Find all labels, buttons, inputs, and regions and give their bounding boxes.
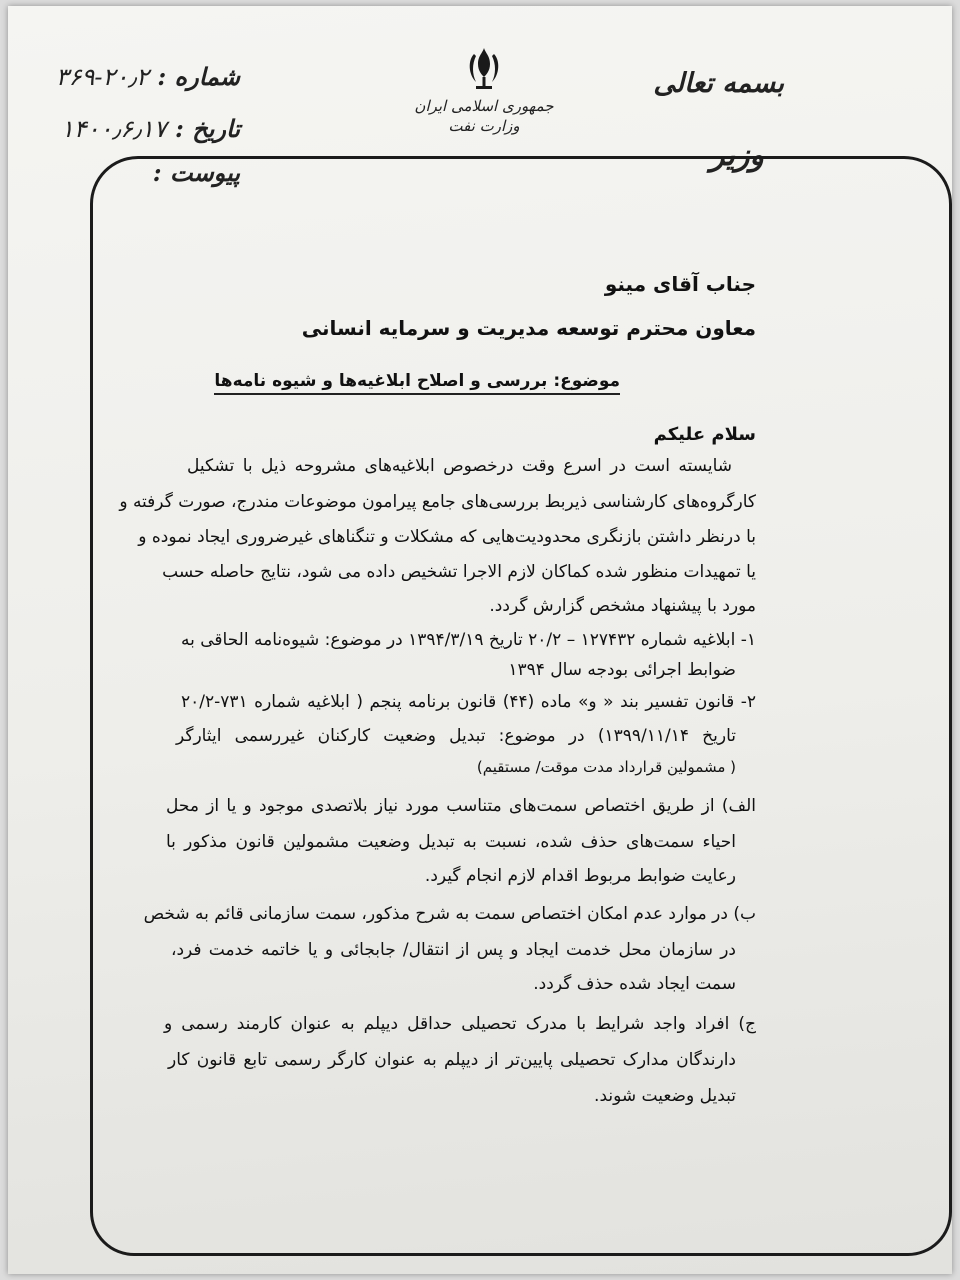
ministry-caption bbox=[414, 96, 554, 137]
recipient-name: جناب آقای مینو bbox=[604, 272, 756, 296]
clause-b-line: سمت ایجاد شده حذف گردد. bbox=[533, 974, 736, 994]
number-label: شماره : bbox=[157, 62, 240, 91]
clause-a-line: رعایت ضوابط مربوط اقدام لازم انجام گیرد. bbox=[424, 866, 736, 886]
body-line: کارگروه‌های کارشناسی ذیربط بررسی‌های جامع پیرامون موضوعات مندرج، صورت گرفته و bbox=[119, 492, 756, 512]
clause-b-line: ب) در موارد عدم امکان اختصاص سمت به شرح مذکور، سمت سازمانی قائم به شخص bbox=[143, 904, 756, 924]
clause-a-line: احیاء سمت‌های حذف شده، نسبت به تبدیل وضعیت مشمولین قانون مذکور با bbox=[166, 832, 736, 852]
emblem-line-country: جمهوری اسلامی ایران bbox=[414, 97, 554, 115]
iran-emblem-icon bbox=[460, 44, 508, 92]
body-line: شایسته است در اسرع وقت درخصوص ابلاغیه‌های مشروحه ذیل با تشکیل bbox=[187, 456, 732, 476]
item-1-line: ضوابط اجرائی بودجه سال ۱۳۹۴ bbox=[508, 660, 736, 680]
subject-line: موضوع: بررسی و اصلاح ابلاغیه‌ها و شیوه نامه‌ها bbox=[214, 371, 620, 395]
clause-c-line: دارندگان مدارک تحصیلی پایین‌تر از دیپلم به عنوان کارگر رسمی تابع قانون کار bbox=[168, 1050, 736, 1070]
date-label: تاریخ : bbox=[175, 114, 240, 143]
emblem-line-ministry: وزارت نفت bbox=[448, 117, 520, 136]
number-value: ۲۰٫۲-۳۶۹ bbox=[55, 63, 149, 91]
clause-c-line: تبدیل وضعیت شوند. bbox=[594, 1086, 736, 1106]
body-line: با درنظر داشتن بازنگری محدودیت‌هایی که مشکلات و تنگناهای غیرضروری ایجاد نموده و bbox=[138, 527, 756, 547]
sender-title: وزیر bbox=[710, 138, 764, 173]
clause-b-line: در سازمان محل خدمت ایجاد و پس از انتقال/ جابجائی و یا خاتمه خدمت فرد، bbox=[171, 940, 736, 960]
item-2-line: ۲- قانون تفسیر بند « و» ماده (۴۴) قانون برنامه پنجم ( ابلاغیه شماره ۷۳۱-۲۰/۲ bbox=[181, 692, 756, 712]
clause-c-line: ج) افراد واجد شرایط با مدرک تحصیلی حداقل دیپلم به عنوان کارمند رسمی و bbox=[164, 1014, 756, 1034]
invocation-text: بسمه تعالی bbox=[653, 68, 784, 99]
letter-paper bbox=[8, 6, 952, 1274]
body-line: یا تمهیدات منظور شده کماکان لازم الاجرا تشخیص داده می شود، نتایج حاصله حسب bbox=[162, 562, 756, 582]
greeting: سلام علیکم bbox=[653, 424, 756, 445]
body-line: مورد با پیشنهاد مشخص گزارش گردد. bbox=[489, 596, 756, 616]
recipient-title: معاون محترم توسعه مدیریت و سرمایه انسانی bbox=[301, 316, 756, 340]
letter-attachment: پیوست : bbox=[152, 158, 240, 187]
item-2-line: تاریخ ۱۳۹۹/۱۱/۱۴) در موضوع: تبدیل وضعیت کارکنان غیررسمی ایثارگر bbox=[176, 726, 736, 746]
item-2-line: ( مشمولین قرارداد مدت موقت/ مستقیم) bbox=[476, 758, 736, 776]
date-value: ۱۴۰۰٫۶٫۱۷ bbox=[60, 115, 167, 143]
letter-date bbox=[61, 114, 240, 143]
item-1-line: ۱- ابلاغیه شماره ۱۲۷۴۳۲ – ۲۰/۲ تاریخ ۱۳۹۴/۳/۱۹ در موضوع: شیوه‌نامه الحاقی به bbox=[180, 630, 756, 650]
clause-a-line: الف) از طریق اختصاص سمت‌های متناسب مورد نیاز بلاتصدی موجود و یا از محل bbox=[166, 796, 756, 816]
letter-number bbox=[56, 62, 240, 91]
